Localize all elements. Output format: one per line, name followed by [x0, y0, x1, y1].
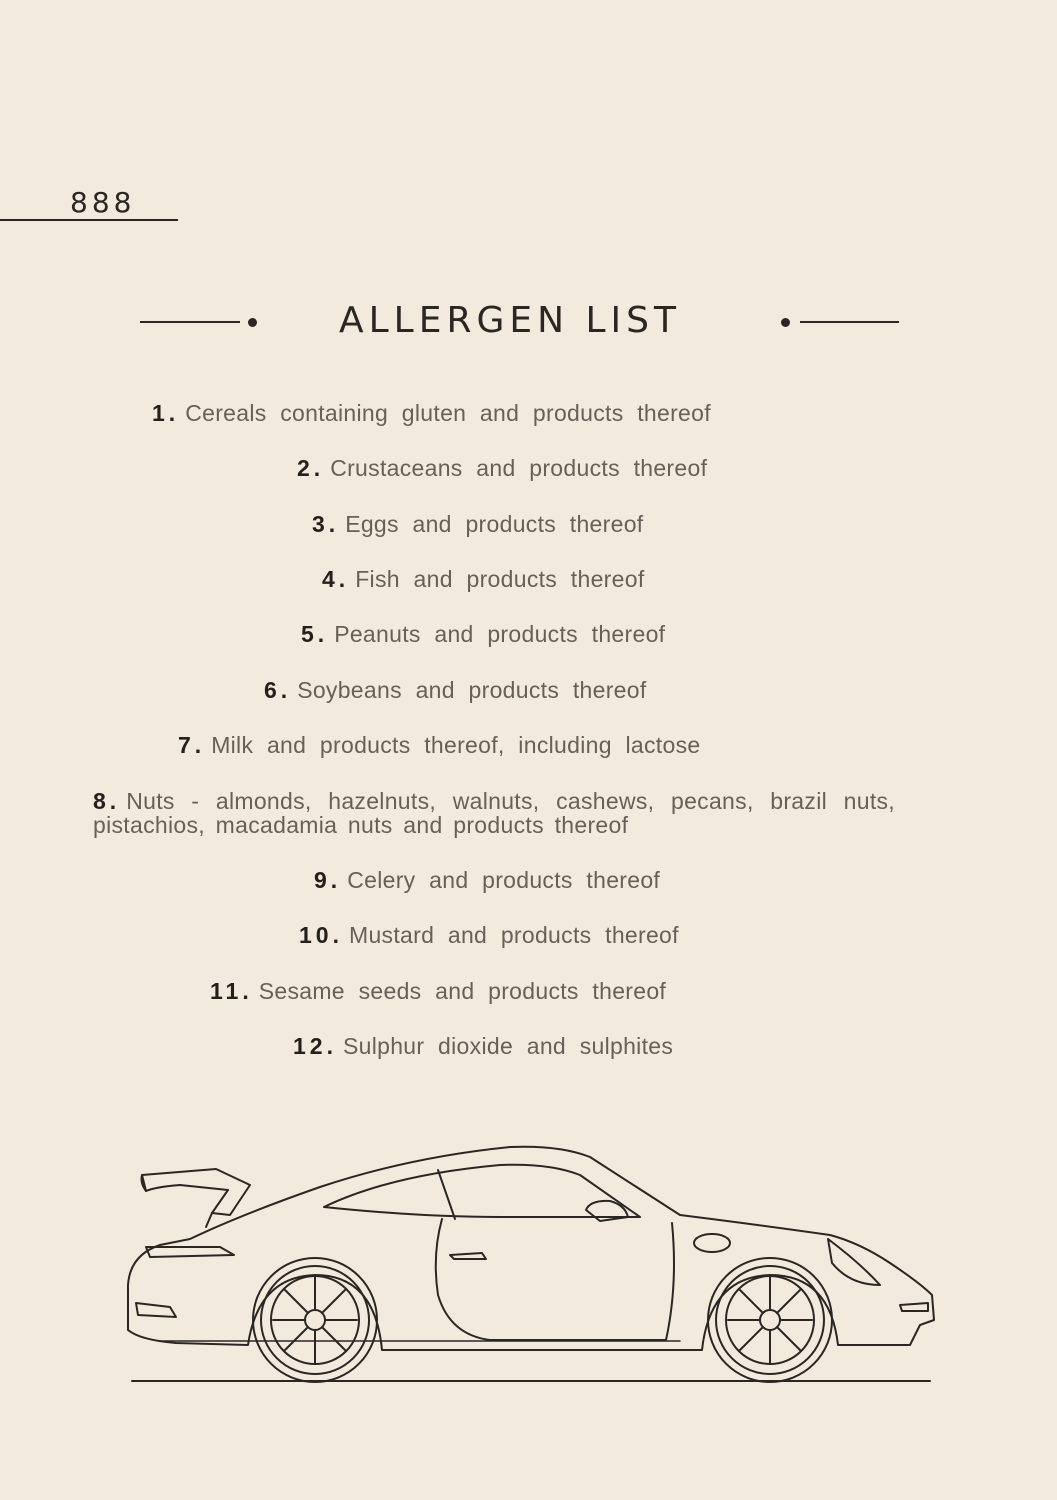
allergen-item: [152, 400, 711, 427]
allergen-text: Celery and products thereof: [347, 867, 661, 893]
allergen-number: 12.: [293, 1033, 337, 1059]
allergen-item: [178, 732, 700, 759]
allergen-text: Sulphur dioxide and sulphites: [342, 1033, 674, 1059]
allergen-item: [314, 867, 660, 894]
allergen-number: 4.: [322, 566, 350, 592]
allergen-text: Peanuts and products thereof: [334, 621, 666, 647]
allergen-item: [264, 677, 647, 704]
brand-logo: 888: [70, 186, 136, 219]
allergen-number: 1.: [152, 400, 180, 426]
allergen-text: Milk and products thereof, including lactose: [211, 732, 701, 758]
allergen-item: [297, 455, 707, 482]
allergen-text: Crustaceans and products thereof: [330, 455, 708, 481]
allergen-number: 9.: [314, 867, 342, 893]
allergen-number: 2.: [297, 455, 325, 481]
title-right-dot: [781, 318, 790, 327]
door: [436, 1219, 674, 1340]
allergen-number: 7.: [178, 732, 206, 758]
allergen-item: [322, 566, 645, 593]
allergen-number: 6.: [264, 677, 292, 703]
allergen-item: [301, 621, 665, 648]
allergen-item: [312, 511, 643, 538]
allergen-text: Soybeans and products thereof: [297, 677, 647, 703]
title-right-rule: [800, 321, 899, 323]
rear-wing: [142, 1169, 250, 1215]
allergen-number: 5.: [301, 621, 329, 647]
allergen-number: 8.: [93, 788, 121, 814]
allergen-text: Sesame seeds and products thereof: [258, 978, 667, 1004]
allergen-text: Eggs and products thereof: [345, 511, 644, 537]
allergen-item: [210, 978, 666, 1005]
allergen-text: Nuts - almonds, hazelnuts, walnuts, cashews, pecans, brazil nuts, pistachios, macadamia nuts and products thereof: [93, 788, 895, 838]
allergen-number: 11.: [210, 978, 253, 1004]
page-title: ALLERGEN LIST: [338, 300, 682, 341]
brand-underline: [0, 219, 178, 221]
allergen-text: Cereals containing gluten and products thereof: [185, 400, 711, 426]
allergen-item: [293, 1033, 673, 1060]
allergen-text: Fish and products thereof: [355, 566, 645, 592]
rear-wheel: [253, 1258, 377, 1382]
allergen-text: Mustard and products thereof: [348, 922, 679, 948]
allergen-number: 3.: [312, 511, 340, 537]
allergen-item: [93, 789, 895, 837]
front-wheel: [708, 1258, 832, 1382]
allergen-item: [299, 922, 679, 949]
sports-car-icon: [120, 1135, 940, 1385]
title-row: [0, 300, 1057, 345]
allergen-number: 10.: [299, 922, 343, 948]
